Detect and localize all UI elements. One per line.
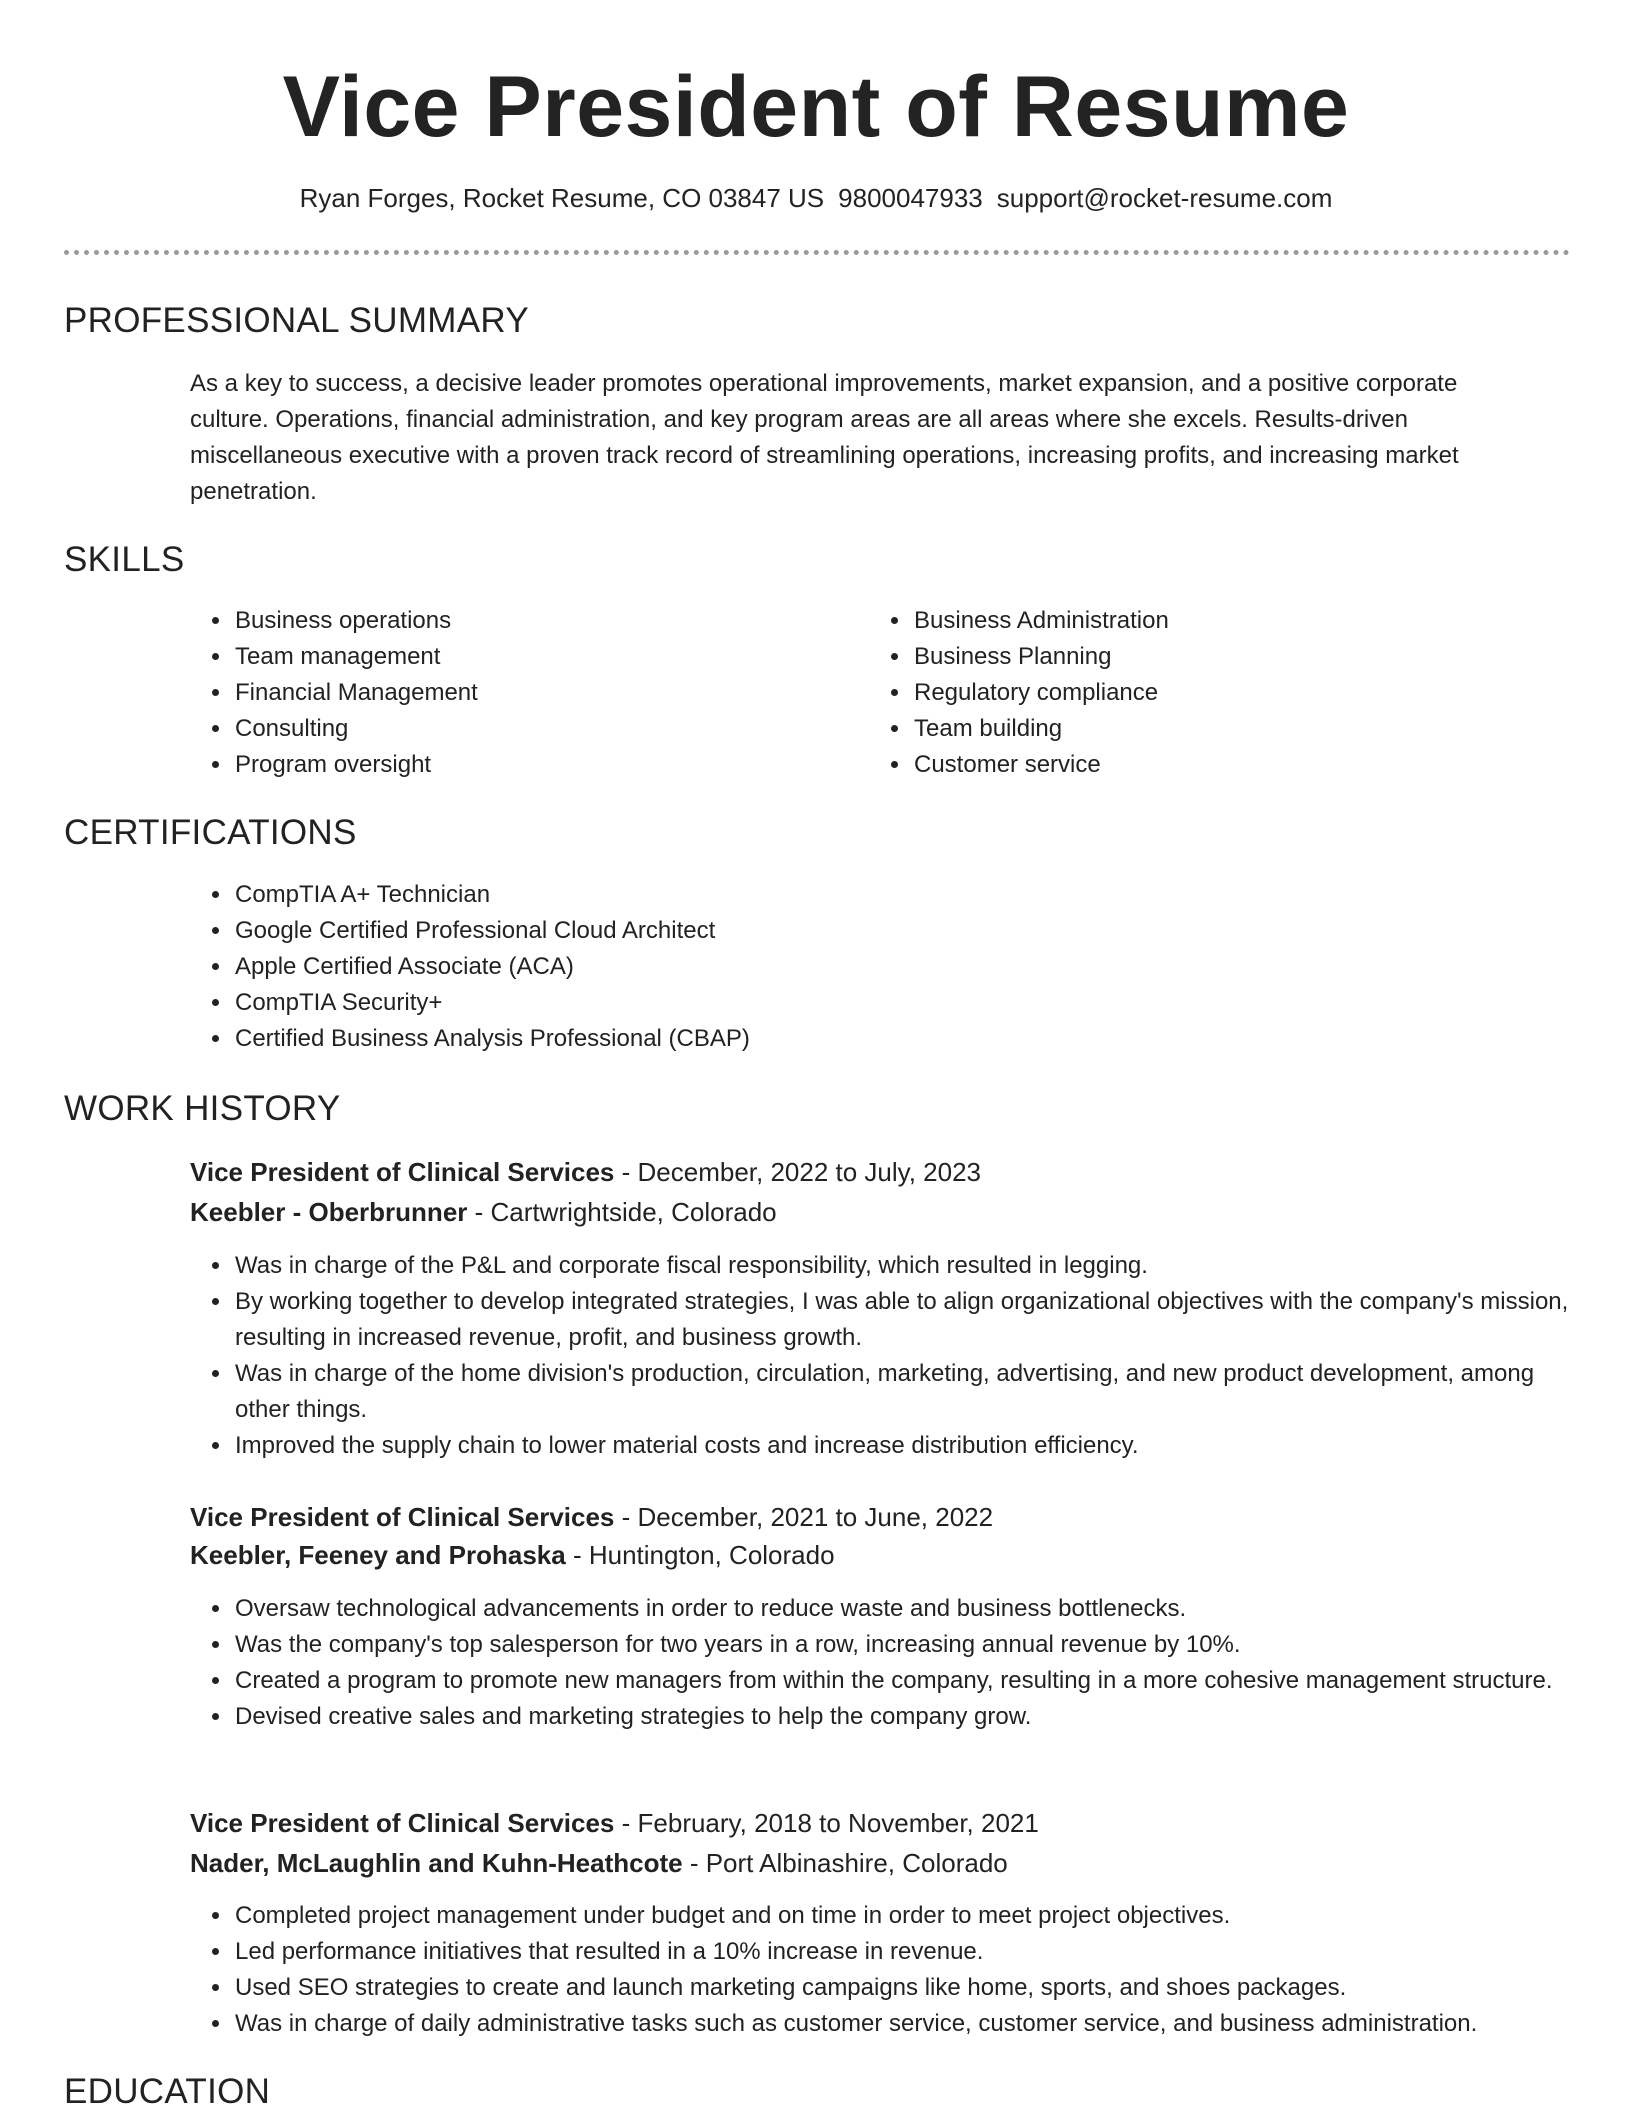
skill-item: • Financial Management <box>233 675 853 711</box>
skill-item: • Business operations <box>233 603 853 639</box>
skill-item: • Business Planning <box>912 639 1532 675</box>
job-bullet: • Created a program to promote new managers from within the company, resulting in a more cohesive management structure. <box>233 1663 1573 1699</box>
certifications-list <box>190 877 1573 1057</box>
job-location: - Port Albinashire, Colorado <box>682 1848 1008 1878</box>
skill-item: • Regulatory compliance <box>912 675 1532 711</box>
skill-item: • Team building <box>912 711 1532 747</box>
contact-address: Ryan Forges, Rocket Resume, CO 03847 US <box>299 183 825 213</box>
job-bullets <box>190 1591 1573 1735</box>
skills-list-left <box>190 603 853 783</box>
skill-item: • Team management <box>233 639 853 675</box>
job-bullet: • Completed project management under budget and on time in order to meet project objectives. <box>233 1898 1573 1934</box>
certification-item: • CompTIA A+ Technician <box>233 877 1573 913</box>
certification-item: • Google Certified Professional Cloud Architect <box>233 913 1573 949</box>
certification-item: • CompTIA Security+ <box>233 985 1573 1021</box>
summary-heading: PROFESSIONAL SUMMARY <box>64 301 529 340</box>
work-history-heading: WORK HISTORY <box>64 1089 341 1128</box>
job-bullet: • Was in charge of daily administrative tasks such as customer service, customer service, and business administration. <box>233 2006 1573 2042</box>
skills-heading: SKILLS <box>64 540 185 579</box>
resume-name: Vice President of Resume <box>282 59 1350 155</box>
skill-item: • Consulting <box>233 711 853 747</box>
job-title-line <box>190 1153 981 1191</box>
job-bullets <box>190 1248 1573 1464</box>
skill-item: • Customer service <box>912 747 1532 783</box>
job-role: Vice President of Clinical Services <box>190 1502 615 1532</box>
job-bullet: • Was in charge of the home division's production, circulation, marketing, advertising, and new product development, among other things. <box>233 1356 1573 1428</box>
job-company-line <box>190 1536 835 1574</box>
job-bullet: • Was in charge of the P&L and corporate fiscal responsibility, which resulted in legging. <box>233 1248 1573 1284</box>
skills-list-right <box>869 603 1532 783</box>
education-heading: EDUCATION <box>64 2072 271 2111</box>
job-role: Vice President of Clinical Services <box>190 1157 615 1187</box>
job-bullet: • Improved the supply chain to lower material costs and increase distribution efficiency. <box>233 1428 1573 1464</box>
skill-item: • Business Administration <box>912 603 1532 639</box>
job-company: Keebler, Feeney and Prohaska <box>190 1540 566 1570</box>
job-company: Nader, McLaughlin and Kuhn-Heathcote <box>190 1848 683 1878</box>
job-bullet: • Used SEO strategies to create and launch marketing campaigns like home, sports, and shoes packages. <box>233 1970 1573 2006</box>
contact-phone: 9800047933 <box>838 183 983 213</box>
job-role: Vice President of Clinical Services <box>190 1808 615 1838</box>
job-location: - Cartwrightside, Colorado <box>467 1197 777 1227</box>
job-bullet: • Led performance initiatives that resulted in a 10% increase in revenue. <box>233 1934 1573 1970</box>
certifications-heading: CERTIFICATIONS <box>64 813 357 852</box>
job-bullet: • Was the company's top salesperson for two years in a row, increasing annual revenue by 10%. <box>233 1627 1573 1663</box>
job-dates: - December, 2021 to June, 2022 <box>614 1502 994 1532</box>
job-company-line <box>190 1844 1008 1882</box>
certification-item: • Certified Business Analysis Professional (CBAP) <box>233 1021 1573 1057</box>
job-dates: - December, 2022 to July, 2023 <box>614 1157 982 1187</box>
job-title-line <box>190 1498 993 1536</box>
contact-email: support@rocket-resume.com <box>996 183 1333 213</box>
job-bullet: • Devised creative sales and marketing strategies to help the company grow. <box>233 1699 1573 1735</box>
job-title-line <box>190 1804 1039 1842</box>
job-company: Keebler - Oberbrunner <box>190 1197 468 1227</box>
job-location: - Huntington, Colorado <box>565 1540 835 1570</box>
header-divider <box>64 250 1570 255</box>
job-dates: - February, 2018 to November, 2021 <box>614 1808 1039 1838</box>
job-bullets <box>190 1898 1573 2042</box>
job-company-line <box>190 1193 777 1231</box>
job-bullet: • By working together to develop integrated strategies, I was able to align organizational objectives with the company's mission, resulting in increased revenue, profit, and business growth. <box>233 1284 1573 1356</box>
contact-line <box>0 180 1632 216</box>
skill-item: • Program oversight <box>233 747 853 783</box>
certification-item: • Apple Certified Associate (ACA) <box>233 949 1573 985</box>
job-bullet: • Oversaw technological advancements in order to reduce waste and business bottlenecks. <box>233 1591 1573 1627</box>
summary-text: As a key to success, a decisive leader promotes operational improvements, market expansion, and a positive corporate culture. Operations, financial administration, and key program areas are all areas where she excels. Results-driven miscellaneous executive with a proven track record of streamlining operations, increasing profits, and increasing market penetration. <box>190 370 1459 505</box>
